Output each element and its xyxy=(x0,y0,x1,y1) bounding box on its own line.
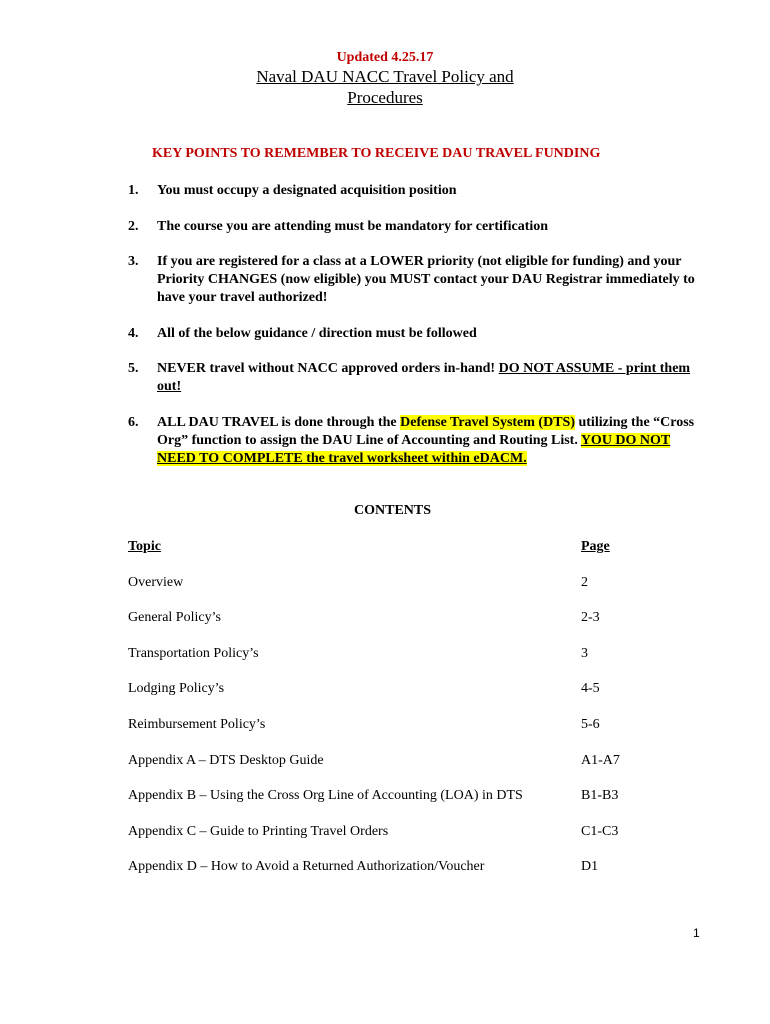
toc-topic: Transportation Policy’s xyxy=(128,646,259,661)
item-text: All of the below guidance / direction must be followed xyxy=(157,326,477,341)
document-title xyxy=(0,66,770,108)
toc-page: B1-B3 xyxy=(581,788,619,803)
title-line-1: Naval DAU NACC Travel Policy and xyxy=(256,67,514,86)
toc-row xyxy=(128,824,648,842)
toc-topic: Appendix A – DTS Desktop Guide xyxy=(128,753,324,768)
toc-topic: Overview xyxy=(128,575,184,590)
toc-row xyxy=(128,717,648,735)
title-line-2: Procedures xyxy=(347,88,423,107)
item-number: 1. xyxy=(128,183,139,198)
toc-page: C1-C3 xyxy=(581,824,619,839)
item-text: You must occupy a designated acquisition position xyxy=(157,183,457,198)
toc-topic: Appendix B – Using the Cross Org Line of Accounting (LOA) in DTS xyxy=(128,788,523,803)
toc-row xyxy=(128,681,648,699)
toc-row xyxy=(128,610,648,628)
item-number: 5. xyxy=(128,361,139,376)
toc-page: 2 xyxy=(581,575,588,590)
item-text xyxy=(157,360,703,396)
toc-row xyxy=(128,859,648,877)
toc-row xyxy=(128,646,648,664)
contents-heading: CONTENTS xyxy=(354,503,432,518)
item-number: 4. xyxy=(128,326,139,341)
toc-page: 2-3 xyxy=(581,610,600,625)
toc-page: 4-5 xyxy=(581,681,600,696)
toc-row xyxy=(128,788,648,806)
topic-column-header: Topic xyxy=(128,539,161,554)
item-text: The course you are attending must be mandatory for certification xyxy=(157,219,549,234)
toc-topic: General Policy’s xyxy=(128,610,221,625)
toc-topic: Reimbursement Policy’s xyxy=(128,717,266,732)
page-number: 1 xyxy=(693,926,700,940)
item-text-part: NEVER travel without NACC approved orders in-hand! xyxy=(157,361,499,376)
toc-topic: Appendix D – How to Avoid a Returned Authorization/Voucher xyxy=(128,859,485,874)
no-worksheet-highlight: YOU DO NOT NEED TO COMPLETE the travel worksheet within eDACM. xyxy=(157,433,671,466)
dts-highlight: Defense Travel System (DTS) xyxy=(400,415,575,430)
toc-page: D1 xyxy=(581,859,599,874)
item-text-part: ALL DAU TRAVEL is done through the xyxy=(157,415,401,430)
toc-topic: Lodging Policy’s xyxy=(128,681,225,696)
toc-page: 3 xyxy=(581,646,588,661)
toc-page: 5-6 xyxy=(581,717,600,732)
item-text xyxy=(157,414,703,468)
toc-page: A1-A7 xyxy=(581,753,620,768)
item-text-part: utilizing the “Cross Org” function to assign the DAU Line of Accounting and Routing List. xyxy=(157,415,695,448)
do-not-assume-text: DO NOT ASSUME - print them out! xyxy=(157,361,691,394)
updated-date: Updated 4.25.17 xyxy=(336,50,434,65)
item-text: If you are registered for a class at a LOWER priority (not eligible for funding) and your Priority CHANGES (now eligible) you MUST contact your DAU Registrar immediately to have your travel authorized! xyxy=(157,254,695,305)
item-number: 2. xyxy=(128,219,139,234)
page-column-header: Page xyxy=(581,539,610,554)
toc-topic: Appendix C – Guide to Printing Travel Orders xyxy=(128,824,389,839)
item-number: 3. xyxy=(128,254,139,269)
item-number: 6. xyxy=(128,415,139,430)
toc-row xyxy=(128,753,648,771)
key-points-heading: KEY POINTS TO REMEMBER TO RECEIVE DAU TRAVEL FUNDING xyxy=(152,146,601,161)
toc-row xyxy=(128,575,648,593)
